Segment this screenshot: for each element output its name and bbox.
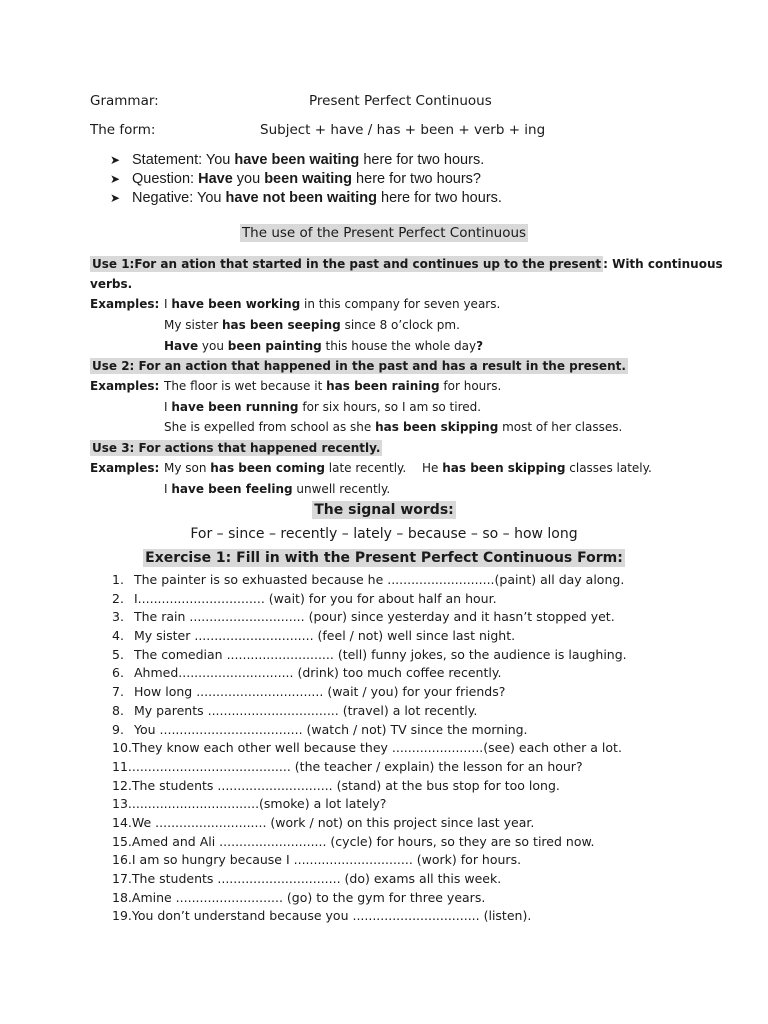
exercise-item-number: 8. <box>112 702 124 718</box>
grammar-title: Present Perfect Continuous <box>309 93 492 109</box>
exercise-item-text: My sister .............................. (feel / not) well since last night. <box>134 628 516 644</box>
exercise-item <box>112 870 627 889</box>
exercise-item-number: 14. <box>112 814 132 830</box>
form-formula: Subject + have / has + been + verb + ing <box>260 122 546 138</box>
grammar-label: Grammar: <box>90 93 159 109</box>
exercise-item-number: 6. <box>112 665 124 681</box>
exercise-item-text: You .................................... (watch / not) TV since the morning. <box>134 721 528 737</box>
exercise-item-number: 10. <box>112 740 132 756</box>
use1-heading-line2: verbs. <box>90 277 133 291</box>
use3-examples-label: Examples: <box>90 461 160 475</box>
use2-example-1: The floor is wet because it has been raining for hours. <box>164 379 502 393</box>
exercise-item-number: 13. <box>112 796 132 812</box>
exercise-item-text: You don’t understand because you ................................ (listen). <box>131 908 532 924</box>
exercise-item <box>112 608 627 627</box>
arrow-bullet-icon: ➤ <box>110 153 121 167</box>
exercise-item <box>112 702 627 721</box>
exercise-item-text: The painter is so exhuasted because he ...........................(paint) all day along. <box>134 572 625 587</box>
signal-words-title: The signal words: <box>314 502 454 518</box>
arrow-bullet-icon: ➤ <box>110 172 121 186</box>
use-section-title: The use of the Present Perfect Continuous <box>241 225 527 241</box>
use3-example-2: He has been skipping classes lately. <box>422 461 652 475</box>
exercise-item-number: 16. <box>112 852 132 868</box>
exercise-list <box>112 571 627 926</box>
use2-examples-label: Examples: <box>90 379 160 393</box>
use1-examples-label: Examples: <box>90 297 160 311</box>
exercise-item <box>112 795 627 814</box>
exercise-item-number: 5. <box>112 646 124 662</box>
exercise-item-text: I am so hungry because I .............................. (work) for hours. <box>131 852 522 868</box>
form-label: The form: <box>90 122 156 138</box>
exercise-item-number: 7. <box>112 684 124 700</box>
exercise-item-number: 15. <box>112 833 132 849</box>
exercise-item <box>112 777 627 796</box>
exercise-item <box>112 851 627 870</box>
form-example-negative: ➤ Negative: You have not been waiting here for two hours. <box>110 190 502 206</box>
use2-heading: Use 2: For an action that happened in the past and has a result in the present. <box>92 359 626 373</box>
exercise-item-text: Amine ........................... (go) to the gym for three years. <box>131 889 486 905</box>
exercise-item-text: They know each other well because they .......................(see) each other a lot. <box>131 740 622 756</box>
exercise-item-text: ................................(smoke) a lot lately? <box>131 796 387 812</box>
form-example-statement: ➤ Statement: You have been waiting here for two hours. <box>110 152 485 168</box>
exercise-item-number: 17. <box>112 871 132 886</box>
exercise-item-number: 11. <box>112 758 132 774</box>
use2-example-2: I have been running for six hours, so I am so tired. <box>164 400 482 414</box>
use1-heading: Use 1:For an ation that started in the past and continues up to the present : With continuous <box>92 257 723 271</box>
exercise-item <box>112 758 627 777</box>
exercise-item-number: 1. <box>112 572 124 587</box>
exercise-item-text: My parents ................................. (travel) a lot recently. <box>134 702 478 718</box>
exercise-item-number: 3. <box>112 609 124 625</box>
exercise-item-text: The comedian ........................... (tell) funny jokes, so the audience is laughing. <box>134 646 627 662</box>
exercise-item <box>112 627 627 646</box>
use3-example-1: My son has been coming late recently. <box>164 461 407 475</box>
exercise-item-number: 19. <box>112 908 132 924</box>
exercise-title: Exercise 1: Fill in with the Present Perfect Continuous Form: <box>145 550 623 566</box>
exercise-item-text: ........................................ (the teacher / explain) the lesson for an hour? <box>131 758 583 774</box>
exercise-item-text: Ahmed............................. (drink) too much coffee recently. <box>134 665 502 681</box>
exercise-item <box>112 739 627 758</box>
exercise-item-number: 18. <box>112 889 132 905</box>
exercise-item-text: We ............................ (work / not) on this project since last year. <box>131 814 535 830</box>
exercise-item <box>112 889 627 908</box>
exercise-item <box>112 721 627 740</box>
exercise-item <box>112 664 627 683</box>
exercise-item-number: 12. <box>112 777 132 793</box>
exercise-item-number: 9. <box>112 721 124 737</box>
form-example-list <box>110 151 502 208</box>
exercise-item-text: The students ............................... (do) exams all this week. <box>131 871 502 886</box>
exercise-item-text: How long ................................ (wait / you) for your friends? <box>134 684 506 700</box>
signal-words-list: For – since – recently – lately – because – so – how long <box>190 526 578 542</box>
exercise-item-text: The rain ............................. (pour) since yesterday and it hasn’t stopped yet. <box>134 609 615 625</box>
exercise-item <box>112 590 627 609</box>
exercise-item-text: I................................ (wait) for you for about half an hour. <box>134 590 497 606</box>
exercise-item-text: Amed and Ali ........................... (cycle) for hours, so they are so tired now. <box>131 833 595 849</box>
use1-example-3: Have you been painting this house the whole day? <box>164 339 484 353</box>
use2-example-3: She is expelled from school as she has been skipping most of her classes. <box>164 420 623 434</box>
exercise-item <box>112 571 627 590</box>
use1-example-2: My sister has been seeping since 8 o’clock pm. <box>164 318 460 332</box>
exercise-item-number: 4. <box>112 628 124 644</box>
exercise-item <box>112 683 627 702</box>
arrow-bullet-icon: ➤ <box>110 191 121 205</box>
exercise-item-text: The students ............................. (stand) at the bus stop for too long. <box>131 777 560 793</box>
exercise-item <box>112 646 627 665</box>
form-example-question: ➤ Question: Have you been waiting here for two hours? <box>110 171 481 187</box>
exercise-item <box>112 833 627 852</box>
use3-heading: Use 3: For actions that happened recently. <box>92 441 381 455</box>
exercise-item <box>112 907 627 926</box>
exercise-item-number: 2. <box>112 590 124 606</box>
use1-example-1: I have been working in this company for seven years. <box>164 297 501 311</box>
exercise-item <box>112 814 627 833</box>
use3-example-3: I have been feeling unwell recently. <box>164 482 391 496</box>
